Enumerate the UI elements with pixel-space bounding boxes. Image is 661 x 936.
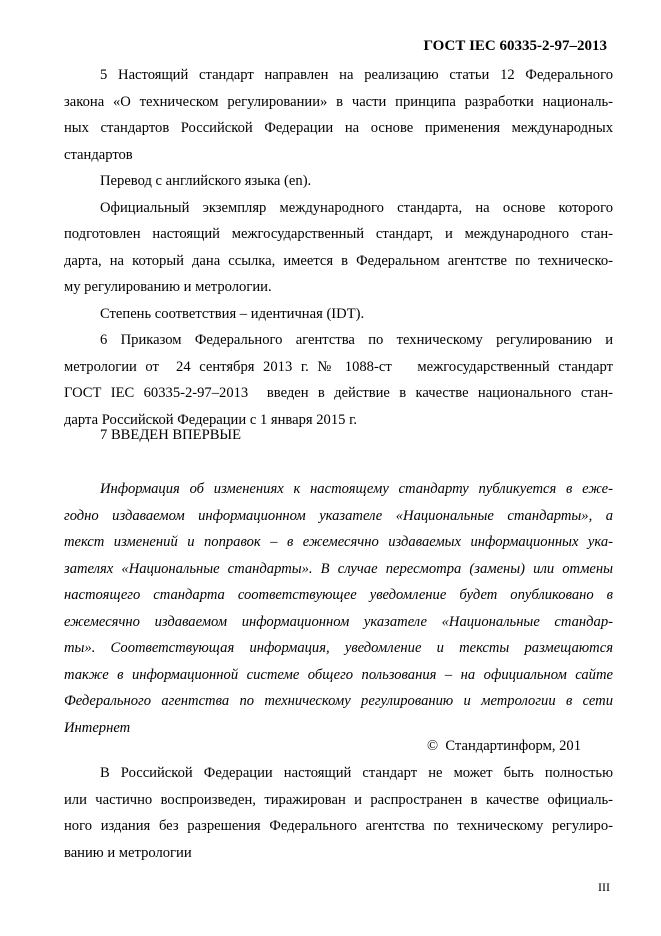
section-6-line: дарта Российской Федерации с 1 января 2015 г. (64, 411, 358, 428)
official-copy-line: Официальный экземпляр международного стандарта, на основе которого (100, 199, 613, 216)
section-5-line: ных стандартов Российской Федерации на основе применения международных (64, 120, 613, 136)
info-line: текст изменений и поправок – в ежемесячно издаваемых информационных ука- (64, 534, 613, 550)
official-copy-line: дарта, на который дана ссылка, имеется в Федеральном агентстве по техническо- (64, 252, 613, 269)
translation-note: Перевод с английского языка (en). (100, 173, 312, 189)
notice-line: ного издания без разрешения Федерального агентства по техническому регулиро- (64, 818, 613, 834)
info-line: Информация об изменениях к настоящему стандарту публикуется в еже- (100, 481, 613, 497)
info-line: зателях «Национальные стандарты». В случае пересмотра (замены) или отмены (64, 560, 613, 577)
degree-of-conformity: Степень соответствия – идентичная (IDT). (100, 305, 365, 322)
notice-line: ванию и метрологии (64, 844, 192, 861)
section-6 (64, 327, 613, 433)
copyright-line: © Стандартинформ, 201 (427, 738, 582, 754)
section-5-line: стандартов (64, 146, 133, 163)
section-5-line: закона «О техническом регулировании» в части принципа разработки националь- (64, 93, 613, 110)
section-6-line: ГОСТ IEC 60335-2-97–2013 введен в действие в качестве национального стан- (64, 385, 613, 401)
notice-line: или частично воспроизведен, тиражирован и распространен в качестве официаль- (64, 791, 613, 808)
changes-information-notice (64, 476, 613, 741)
section-7-title: 7 ВВЕДЕН ВПЕРВЫЕ (100, 427, 242, 443)
info-line: Интернет (64, 719, 131, 736)
section-6-line: метрологии от 24 сентября 2013 г. № 1088-ст межгосударственный стандарт (64, 358, 613, 375)
notice-line: В Российской Федерации настоящий стандарт не может быть полностью (100, 765, 613, 781)
official-copy-line: подготовлен настоящий межгосударственный стандарт, и международного стан- (64, 226, 613, 242)
section-5 (64, 62, 613, 327)
info-line: также в информационной системе общего пользования – на официальном сайте (64, 666, 613, 683)
info-line: годно издаваемом информационном указателе «Национальные стандарты», а (64, 507, 613, 524)
section-7 (64, 422, 613, 449)
section-6-line: 6 Приказом Федерального агентства по техническому регулированию и (100, 332, 613, 348)
official-copy-line: му регулированию и метрологии. (64, 279, 272, 295)
info-line: настоящего стандарта соответствующее уведомление будет опубликовано в (64, 587, 613, 603)
info-line: ежемесячно издаваемом информационном указателе «Национальные стандар- (64, 613, 613, 630)
reproduction-notice (64, 760, 613, 866)
page-number: III (598, 880, 610, 894)
info-line: Федерального агентства по техническому регулированию и метрологии в сети (64, 693, 613, 709)
info-line: ты». Соответствующая информация, уведомление и тексты размещаются (64, 640, 613, 656)
standard-code-header: ГОСТ IEC 60335-2-97–2013 (423, 38, 607, 54)
section-5-line: 5 Настоящий стандарт направлен на реализацию статьи 12 Федерального (100, 67, 613, 83)
